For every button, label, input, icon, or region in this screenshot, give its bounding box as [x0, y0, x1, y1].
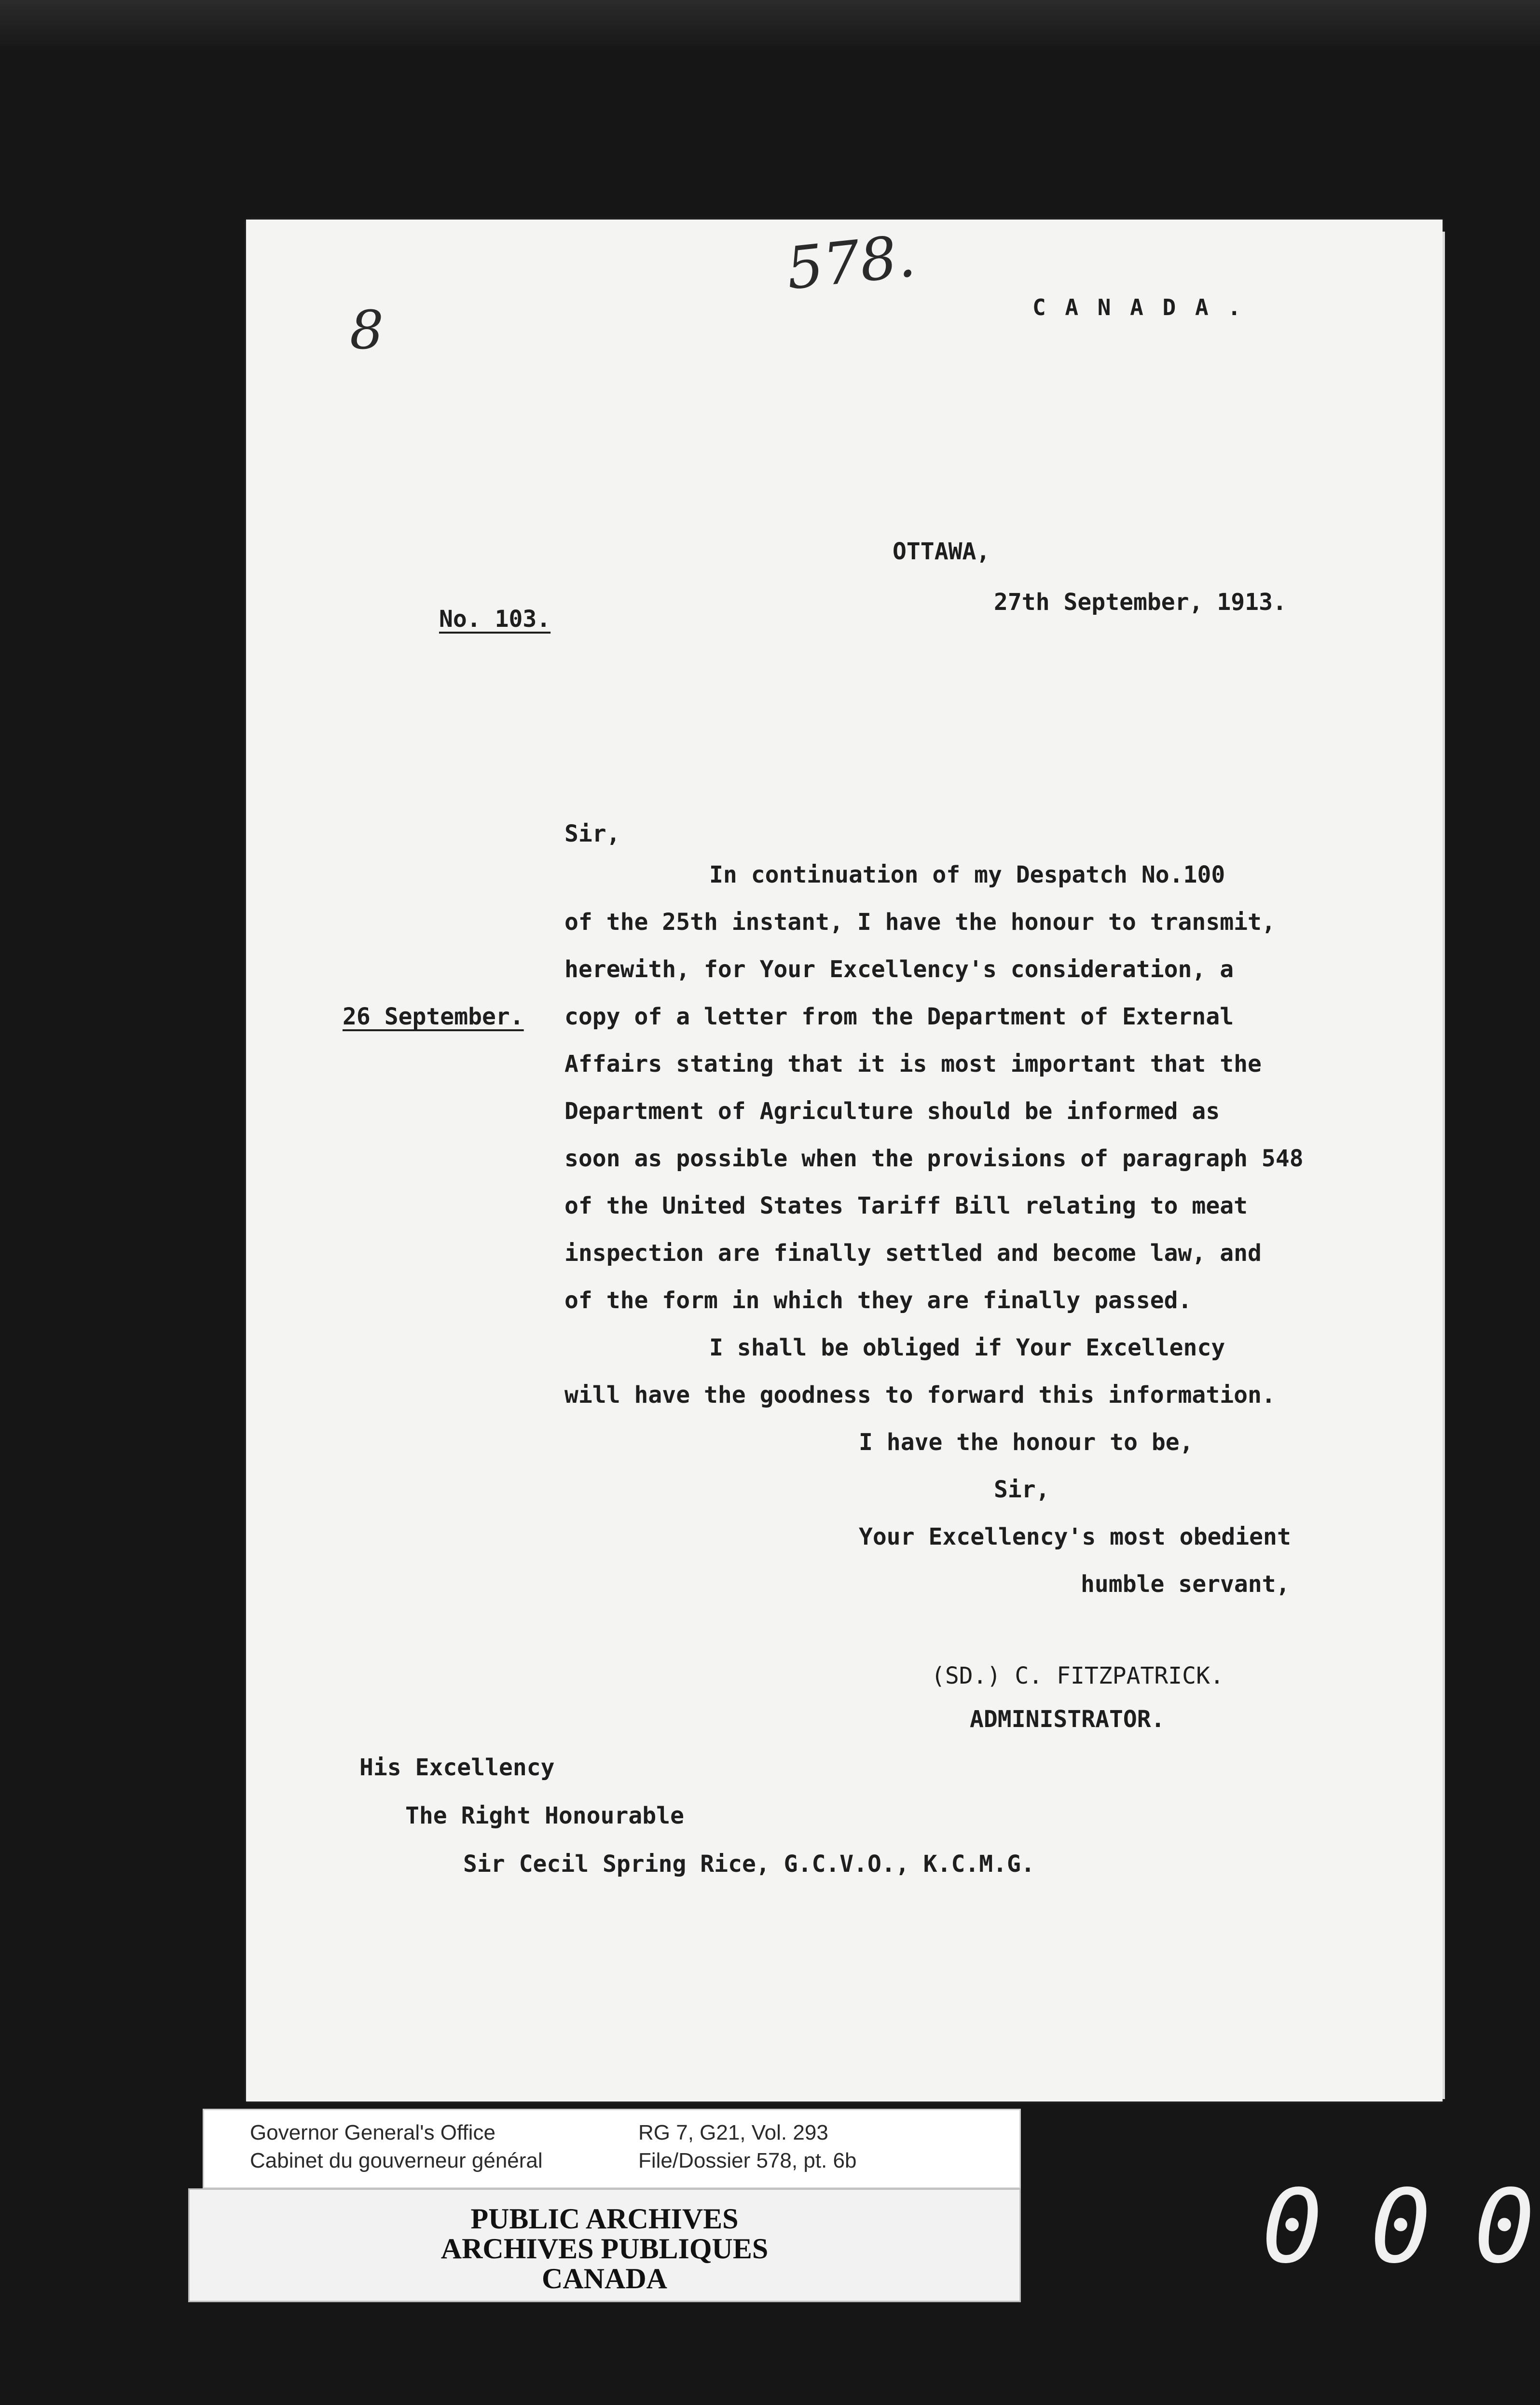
closing-line: humble servant,	[1081, 1571, 1290, 1598]
margin-note: 26 September.	[343, 1003, 524, 1030]
body-line: soon as possible when the provisions of paragraph 548	[564, 1145, 1304, 1172]
body-line: Department of Agriculture should be informed as	[564, 1098, 1220, 1125]
signature-title: ADMINISTRATOR.	[970, 1706, 1165, 1733]
office-english: Governor General's Office	[250, 2121, 495, 2144]
body-line: of the United States Tariff Bill relating to meat	[564, 1192, 1248, 1219]
addressee-line: Sir Cecil Spring Rice, G.C.V.O., K.C.M.G.	[463, 1851, 1035, 1878]
salutation: Sir,	[564, 820, 620, 847]
addressee-line: His Excellency	[359, 1754, 555, 1781]
frame-digit: 0	[1262, 2168, 1323, 2286]
office-french: Cabinet du gouverneur général	[250, 2149, 543, 2172]
archives-stamp	[188, 2188, 1021, 2302]
stamp-line: CANADA	[542, 2263, 667, 2294]
archive-reference-label	[203, 2109, 1021, 2189]
file-number-handwritten: 578.	[783, 222, 919, 303]
stamp-line: PUBLIC ARCHIVES	[470, 2203, 739, 2235]
body-line: I shall be obliged if Your Excellency	[709, 1334, 1225, 1361]
stamp-line: ARCHIVES PUBLIQUES	[440, 2233, 769, 2265]
body-line: inspection are finally settled and become law, and	[564, 1240, 1262, 1267]
signature-name: (SD.) C. FITZPATRICK.	[931, 1662, 1224, 1689]
letter-date: 27th September, 1913.	[994, 589, 1287, 616]
body-line: In continuation of my Despatch No.100	[709, 861, 1225, 888]
closing-line: Your Excellency's most obedient	[859, 1523, 1291, 1550]
body-line: Affairs stating that it is most important that the	[564, 1050, 1262, 1078]
body-line: herewith, for Your Excellency's consideration, a	[564, 956, 1234, 983]
closing-line: Sir,	[994, 1476, 1050, 1503]
despatch-number: No. 103.	[439, 606, 551, 633]
corner-handwritten-mark: 8	[350, 299, 384, 361]
body-line: of the 25th instant, I have the honour to transmit,	[564, 909, 1276, 936]
film-top-edge	[0, 0, 1540, 53]
place: OTTAWA,	[893, 538, 990, 565]
letter-page	[246, 220, 1443, 2101]
body-line: will have the goodness to forward this information.	[564, 1382, 1276, 1409]
body-line: copy of a letter from the Department of External	[564, 1003, 1234, 1030]
closing-line: I have the honour to be,	[859, 1429, 1194, 1456]
record-group-reference: RG 7, G21, Vol. 293	[638, 2121, 828, 2144]
frame-digit: 0	[1474, 2168, 1535, 2286]
body-line: of the form in which they are finally passed.	[564, 1287, 1192, 1314]
frame-digit: 0	[1370, 2168, 1431, 2286]
addressee-line: The Right Honourable	[405, 1802, 684, 1829]
file-reference: File/Dossier 578, pt. 6b	[638, 2149, 857, 2172]
country-heading: C A N A D A .	[1032, 294, 1244, 320]
